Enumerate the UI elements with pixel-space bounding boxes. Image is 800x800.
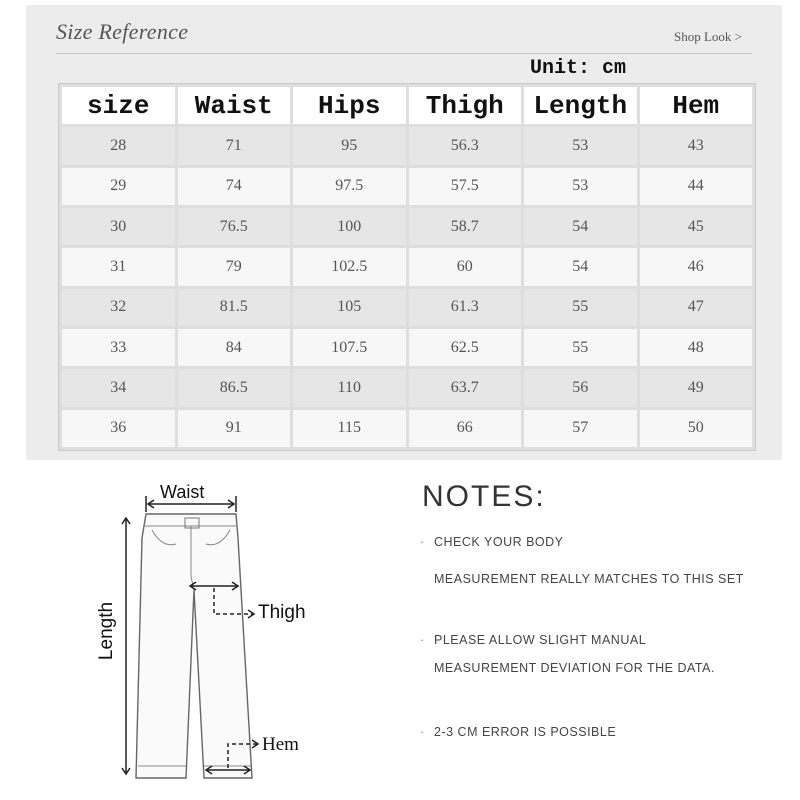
table-cell: 60 [409,248,522,285]
table-cell: 84 [178,329,291,366]
table-cell: 115 [293,410,406,447]
note-line-5 [420,725,616,739]
bullet-icon: · [420,725,425,739]
table-cell: 97.5 [293,168,406,205]
column-header-hem: Hem [640,87,753,124]
table-cell: 28 [62,127,175,164]
size-table [58,83,756,451]
note-line-3 [420,633,646,647]
table-cell: 33 [62,329,175,366]
table-cell: 43 [640,127,753,164]
note-line-2: MEASUREMENT REALLY MATCHES TO THIS SET [434,572,744,586]
table-cell: 86.5 [178,369,291,406]
table-cell: 91 [178,410,291,447]
table-cell: 53 [524,168,637,205]
table-cell: 57.5 [409,168,522,205]
bullet-icon: · [420,633,425,647]
column-header-thigh: Thigh [409,87,522,124]
column-header-waist: Waist [178,87,291,124]
table-cell: 36 [62,410,175,447]
table-cell: 105 [293,289,406,326]
pants-diagram [90,478,350,788]
table-cell: 34 [62,369,175,406]
column-header-size: size [62,87,175,124]
table-cell: 57 [524,410,637,447]
table-cell: 44 [640,168,753,205]
thigh-label: Thigh [258,602,306,623]
table-cell: 110 [293,369,406,406]
table-cell: 30 [62,208,175,245]
size-reference-panel [26,5,782,460]
table-cell: 58.7 [409,208,522,245]
table-cell: 74 [178,168,291,205]
table-cell: 102.5 [293,248,406,285]
table-cell: 79 [178,248,291,285]
table-cell: 45 [640,208,753,245]
column-header-length: Length [524,87,637,124]
shop-look-link[interactable]: Shop Look > [673,29,742,44]
table-cell: 46 [640,248,753,285]
table-cell: 54 [524,248,637,285]
length-label: Length [96,601,117,661]
table-cell: 63.7 [409,369,522,406]
unit-label: Unit: cm [530,57,627,80]
table-cell: 56.3 [409,127,522,164]
divider [56,53,752,54]
note-text: 2-3 CM ERROR IS POSSIBLE [434,725,617,739]
table-cell: 81.5 [178,289,291,326]
table-cell: 48 [640,329,753,366]
note-text: PLEASE ALLOW SLIGHT MANUAL [434,633,647,647]
table-cell: 31 [62,248,175,285]
table-cell: 95 [293,127,406,164]
pants-illustration [90,478,350,788]
table-cell: 56 [524,369,637,406]
table-cell: 32 [62,289,175,326]
table-cell: 54 [524,208,637,245]
panel-title: Size Reference [56,19,189,44]
column-header-hips: Hips [293,87,406,124]
waist-label: Waist [160,482,205,502]
table-cell: 50 [640,410,753,447]
table-cell: 29 [62,168,175,205]
note-line-1 [420,535,564,549]
table-cell: 66 [409,410,522,447]
hem-label: Hem [262,734,299,755]
table-cell: 76.5 [178,208,291,245]
table-cell: 71 [178,127,291,164]
table-cell: 100 [293,208,406,245]
bullet-icon: · [420,535,425,549]
notes-title: NOTES: [422,480,546,513]
size-table-grid [62,87,752,447]
table-cell: 47 [640,289,753,326]
note-line-4: MEASUREMENT DEVIATION FOR THE DATA. [434,661,715,675]
table-cell: 62.5 [409,329,522,366]
table-cell: 107.5 [293,329,406,366]
note-text: CHECK YOUR BODY [434,535,564,549]
table-cell: 49 [640,369,753,406]
table-cell: 53 [524,127,637,164]
table-cell: 55 [524,329,637,366]
table-cell: 55 [524,289,637,326]
table-cell: 61.3 [409,289,522,326]
